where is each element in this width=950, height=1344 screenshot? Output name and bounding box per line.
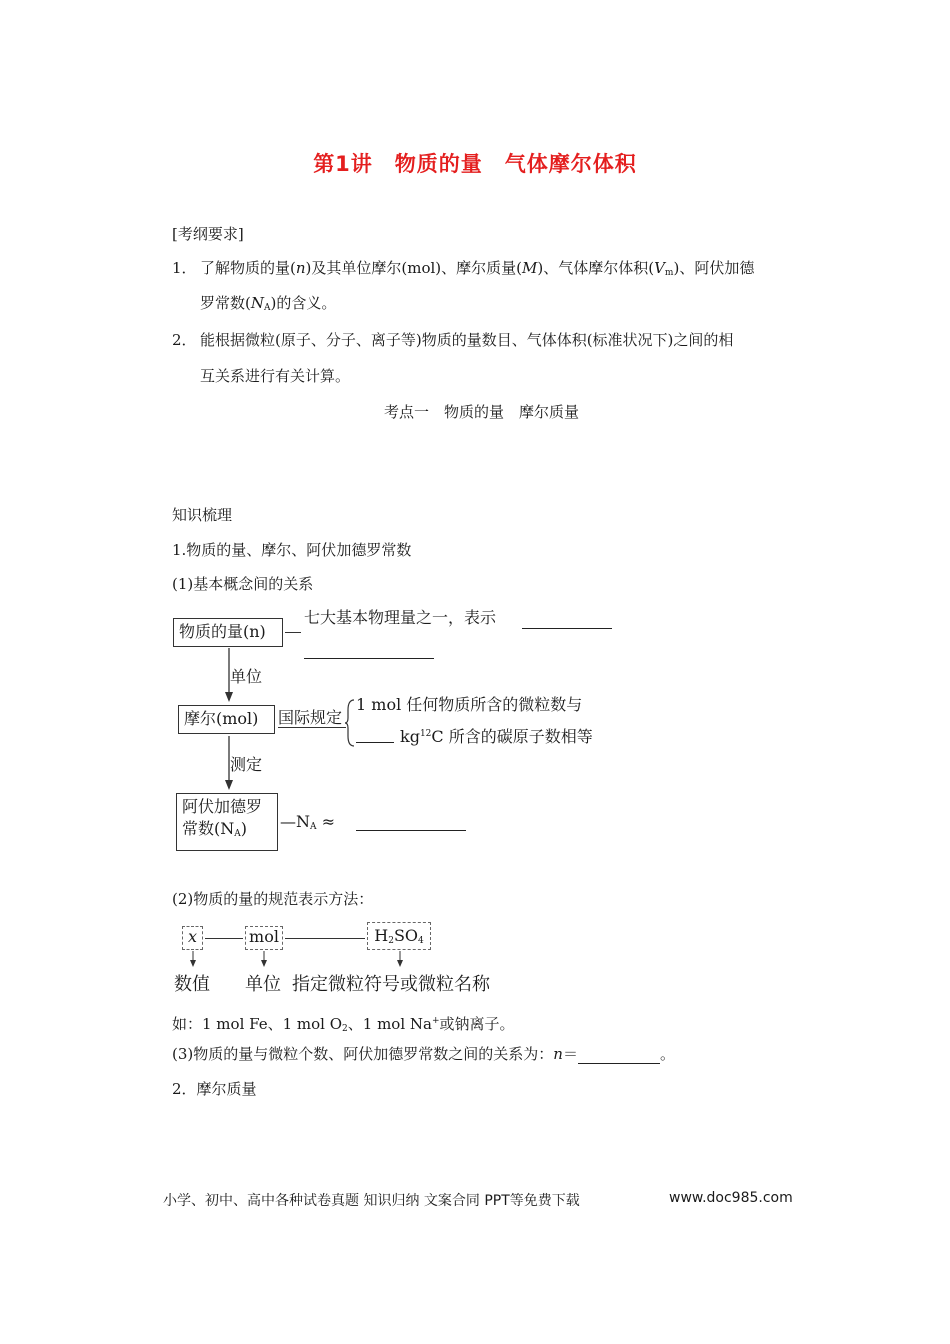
example-text: 如：1 mol Fe、1 mol $O_2$、1 mol Na+或钠离子。 (172, 1015, 515, 1034)
box-mole: 摩尔(mol) (178, 705, 275, 734)
label-unit: 单位 (245, 974, 281, 995)
blank-3 (356, 742, 394, 743)
blank-1 (522, 628, 612, 629)
requirements-heading: [考纲要求] (172, 225, 244, 243)
connector-line (205, 938, 243, 939)
notation-unit-box: mol (245, 926, 283, 950)
bracket-icon (344, 698, 356, 748)
requirement-2-line-1: 能根据微粒(原子、分子、离子等)物质的量数目、气体体积(标准状况下)之间的相 (200, 331, 734, 349)
requirement-1-number: 1． (172, 259, 197, 277)
label-particle: 指定微粒符号或微粒名称 (292, 974, 490, 995)
requirement-2-line-2: 互关系进行有关计算。 (200, 367, 351, 385)
connector-line (285, 632, 301, 633)
section-title: 考点一 物质的量 摩尔质量 (384, 403, 580, 421)
blank-4 (356, 830, 466, 831)
connector-line (285, 938, 365, 939)
notation-particle-box: $H_2SO_4$ (367, 922, 431, 950)
desc-mole-line-1: 1 mol 任何物质所含的微粒数与 (356, 695, 583, 714)
subheading-1: 1.物质的量、摩尔、阿伏加德罗常数 (172, 541, 412, 559)
desc-mole-line-2: $kg^{12}C$ 所含的碳原子数相等 (400, 727, 593, 746)
arrow-down-icon (394, 951, 406, 969)
blank-2 (304, 658, 434, 659)
subheading-1-2: (2)物质的量的规范表示方法： (172, 890, 374, 908)
arrow-down-icon (258, 951, 270, 969)
label-unit: 单位 (230, 667, 263, 686)
subheading-1-1: (1)基本概念间的关系 (172, 575, 314, 593)
subheading-2: 2．摩尔质量 (172, 1080, 257, 1098)
notation-value-box: x (182, 926, 203, 950)
requirement-1-line-2: 罗常数$(N_A)$的含义。 (200, 294, 337, 313)
box-amount-of-substance: 物质的量(n) (173, 618, 283, 647)
requirement-1-line-1: 了解物质的量(n)及其单位摩尔(mol)、摩尔质量(M)、气体摩尔体积$(V_m)$、阿伏加德 (200, 259, 755, 278)
item-3: (3)物质的量与微粒个数、阿伏加德罗常数之间的关系为：n＝ 。 (172, 1045, 675, 1063)
label-value: 数值 (174, 974, 210, 995)
arrow-down-icon (187, 951, 199, 969)
avogadro-approx: $—N_A$ ≈ (280, 812, 335, 832)
knowledge-heading: 知识梳理 (172, 506, 233, 524)
requirement-2-number: 2． (172, 331, 197, 349)
desc-amount-of-substance: 七大基本物理量之一，表示 (304, 608, 497, 627)
page-title: 第1讲 物质的量 气体摩尔体积 (313, 152, 637, 176)
label-measure: 测定 (230, 755, 263, 774)
footer-url[interactable]: www.doc985.com (669, 1190, 793, 1206)
connector-line (278, 727, 346, 728)
label-international: 国际规定 (278, 708, 343, 727)
blank-5 (578, 1049, 660, 1064)
box-avogadro-constant: 阿伏加德罗 常数$(N_A)$ (176, 793, 278, 851)
footer-text: 小学、初中、高中各种试卷真题 知识归纳 文案合同 PPT等免费下载 (163, 1193, 580, 1209)
